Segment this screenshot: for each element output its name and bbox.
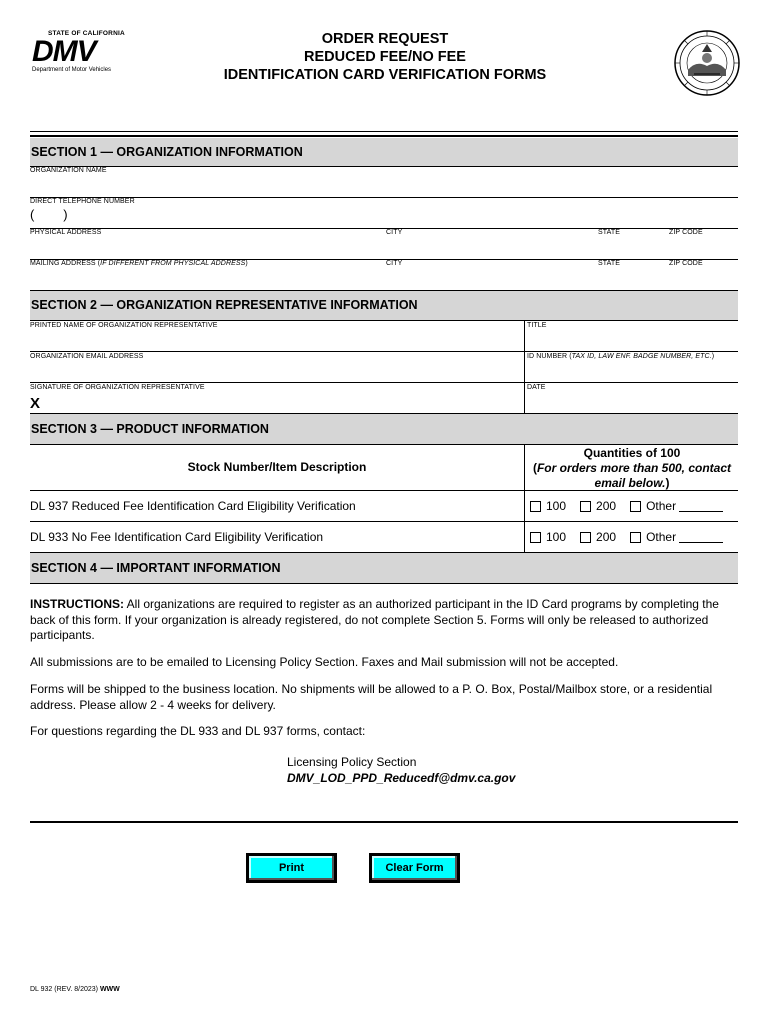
id-number-label: ID NUMBER (TAX ID, LAW ENF. BADGE NUMBER, ETC.) (527, 353, 715, 360)
state-label-2: STATE (598, 260, 621, 267)
email-label: ORGANIZATION EMAIL ADDRESS (30, 353, 144, 360)
other-qty-field[interactable] (679, 532, 723, 543)
rule (30, 444, 738, 445)
city-label-2: CITY (386, 260, 403, 267)
checkbox-icon[interactable] (630, 532, 641, 543)
title-line-3: IDENTIFICATION CARD VERIFICATION FORMS (223, 67, 547, 83)
section2-heading: SECTION 2 — ORGANIZATION REPRESENTATIVE INFORMATION (30, 291, 738, 320)
org-name-label: ORGANIZATION NAME (30, 167, 107, 174)
shipping-paragraph: Forms will be shipped to the business location. No shipments will be allowed to a P. O. Box, Postal/Mailbox store, or a residential address. Please allow 2 - 4 weeks for delivery. (30, 682, 713, 712)
qty-other-option[interactable]: Other (630, 530, 723, 544)
qty-100-option[interactable]: 100 (530, 530, 566, 544)
date-label: DATE (527, 384, 546, 391)
top-rule-2 (30, 135, 738, 137)
qty-200-option[interactable]: 200 (580, 530, 616, 544)
qty-100-option[interactable]: 100 (530, 499, 566, 513)
rule (30, 521, 738, 522)
submission-paragraph: All submissions are to be emailed to Licensing Policy Section. Faxes and Mail submission will not be accepted. (30, 655, 619, 669)
checkbox-icon[interactable] (580, 532, 591, 543)
rule (30, 197, 738, 198)
top-rule (30, 131, 738, 132)
california-seal-icon (674, 30, 740, 96)
phone-field[interactable]: ( ) (30, 207, 68, 222)
checkbox-icon[interactable] (530, 501, 541, 512)
dmv-logo-mark: DMV (32, 35, 96, 68)
zip-label: ZIP CODE (669, 229, 703, 236)
page-title (190, 30, 580, 84)
physical-address-label: PHYSICAL ADDRESS (30, 229, 102, 236)
form-id: DL 932 (REV. 8/2023) WWW (30, 986, 120, 993)
checkbox-icon[interactable] (530, 532, 541, 543)
contact-name: Licensing Policy Section (287, 755, 417, 769)
dmv-logo (30, 30, 138, 76)
product-row-1-desc: DL 937 Reduced Fee Identification Card Eligibility Verification (30, 499, 356, 513)
col-desc-header: Stock Number/Item Description (187, 460, 367, 474)
city-label: CITY (386, 229, 403, 236)
col-qty-header: Quantities of 100 (For orders more than 500, contact email below.) (532, 446, 732, 490)
mailing-address-label: MAILING ADDRESS (IF DIFFERENT FROM PHYSICAL ADDRESS) (30, 260, 248, 267)
bottom-rule (30, 821, 738, 823)
signature-label: SIGNATURE OF ORGANIZATION REPRESENTATIVE (30, 384, 205, 391)
questions-paragraph: For questions regarding the DL 933 and DL 937 forms, contact: (30, 724, 366, 738)
dept-label: Department of Motor Vehicles (32, 67, 112, 73)
rule (30, 583, 738, 584)
rule (30, 320, 738, 321)
rule (30, 166, 738, 167)
section4-heading: SECTION 4 — IMPORTANT INFORMATION (30, 553, 738, 583)
zip-label-2: ZIP CODE (669, 260, 703, 267)
state-label: STATE OF CALIFORNIA (48, 30, 125, 37)
col-divider (524, 444, 525, 552)
rule (30, 228, 738, 229)
title-line-2: REDUCED FEE/NO FEE (304, 49, 466, 65)
rule (30, 351, 738, 352)
contact-email[interactable]: DMV_LOD_PPD_Reducedf@dmv.ca.gov (287, 771, 516, 785)
title-line-1: ORDER REQUEST (321, 31, 449, 47)
state-label: STATE (598, 229, 621, 236)
rule (30, 490, 738, 491)
qty-200-option[interactable]: 200 (580, 499, 616, 513)
checkbox-icon[interactable] (580, 501, 591, 512)
clear-form-button[interactable]: Clear Form (369, 853, 460, 883)
section1-heading: SECTION 1 — ORGANIZATION INFORMATION (30, 138, 738, 166)
col-divider (524, 320, 525, 413)
product-row-2-qty (530, 530, 737, 544)
qty-other-option[interactable]: Other (630, 499, 723, 513)
title-label: TITLE (527, 322, 547, 329)
product-row-1-qty (530, 499, 737, 513)
instructions-paragraph: INSTRUCTIONS: All organizations are required to register as an authorized participant in the ID Card programs by completing the back of this form. If your organization is already registered, do not complete Section 5. Forms will only be released to authorized participants. (30, 597, 719, 642)
section3-heading: SECTION 3 — PRODUCT INFORMATION (30, 414, 738, 444)
phone-label: DIRECT TELEPHONE NUMBER (30, 198, 135, 205)
checkbox-icon[interactable] (630, 501, 641, 512)
printed-name-label: PRINTED NAME OF ORGANIZATION REPRESENTATIVE (30, 322, 218, 329)
other-qty-field[interactable] (679, 501, 723, 512)
product-row-2-desc: DL 933 No Fee Identification Card Eligibility Verification (30, 530, 324, 544)
signature-mark[interactable]: X (30, 395, 41, 412)
rule (30, 382, 738, 383)
print-button[interactable]: Print (246, 853, 337, 883)
